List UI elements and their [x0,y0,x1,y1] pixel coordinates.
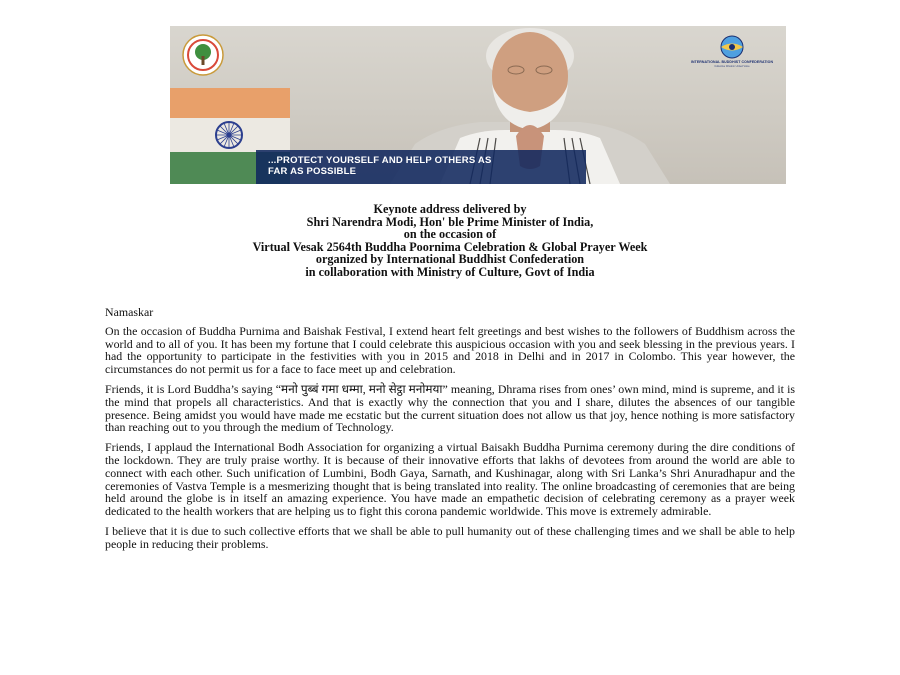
heading-line-3: on the occasion of [403,227,497,241]
caption-line-2: FAR AS POSSIBLE [268,166,357,177]
emblem-logo-left [182,34,224,76]
speech-body [105,306,795,558]
paragraph-1: On the occasion of Buddha Purnima and Baishak Festival, I extend heart felt greetings and best wishes to the followers of Buddhism across the world and to all of you. It has been my fortune that I could celebrate this auspicious occasion with you and seek blessing in the previous years. I had the opportunity to participate in the festivities with you in 2015 and 2018 in Delhi and in 2017 in Colombo. This year however, the circumstances do not permit us for a face to face meet up and celebration. [105,323,795,377]
ibc-logo-text: INTERNATIONAL BUDDHIST CONFEDERATION [690,60,774,64]
paragraph-3: Friends, I applaud the International Bodh Association for organizing a virtual Baisakh Buddha Purnima ceremony during the dire conditions of the lockdown. They are truly praise worthy. It is because of their innovative efforts that lakhs of devotees from around the world are able to connect with each other. Such unification of Lumbini, Bodh Gaya, Sarnath, and Kushinagar, along with Sri Lanka’s Shri Anuradhapur and the ceremonies of Vastva Temple is a mesmerizing thought that is being translated into reality. The online broadcasting of ceremonies that are being held around the globe is in itself an amazing experience. You have made an empathetic decision of celebrating ceremony as a prayer week dedicated to the health workers that are helping us to fight this corona pandemic worldwide. This move is extremely admirable. [105,440,795,519]
paragraph-4: I believe that it is due to such collective efforts that we shall be able to pull humanity out of these challenging times and we shall be able to help people in reducing their problems. [105,523,795,551]
heading-line-6: in collaboration with Ministry of Culture, Govt of India [305,264,595,279]
flag-saffron-band [170,88,290,118]
caption-line-1: ...PROTECT YOURSELF AND HELP OTHERS AS [268,155,492,166]
greeting: Namaskar [105,305,154,319]
ashoka-chakra-icon [212,118,246,152]
ibc-globe-icon [686,34,778,60]
heading-line-5: organized by International Buddhist Confederation [315,252,585,266]
paragraph-2: Friends, it is Lord Buddha’s saying “मनो पुब्बं गमा धम्मा, मनो सेट्ठा मनोमया” meaning, Dhrama rises from ones’ own mind, mind is supreme, and it is the mind that propels all characteristics. And that is exactly why the connection that you and I share, dilutes the absences of our tangible presence. Being amidst you would have made me ecstatic but the current situation does not allow us that joy, hence nothing is more satisfactory than reaching out to you through the medium of Technology. [105,381,795,435]
ibc-logo-subtext: Collective Wisdom United Voice [714,65,750,68]
speaker-photo [170,26,786,184]
heading-line-4: Virtual Vesak 2564th Buddha Poornima Celebration & Global Prayer Week [252,239,648,254]
ibc-logo [686,34,778,86]
heading-line-2: Shri Narendra Modi, Hon' ble Prime Minister of India, [306,214,594,229]
heading-line-1: Keynote address delivered by [373,202,527,216]
video-caption [256,150,586,184]
document-heading [100,203,800,278]
